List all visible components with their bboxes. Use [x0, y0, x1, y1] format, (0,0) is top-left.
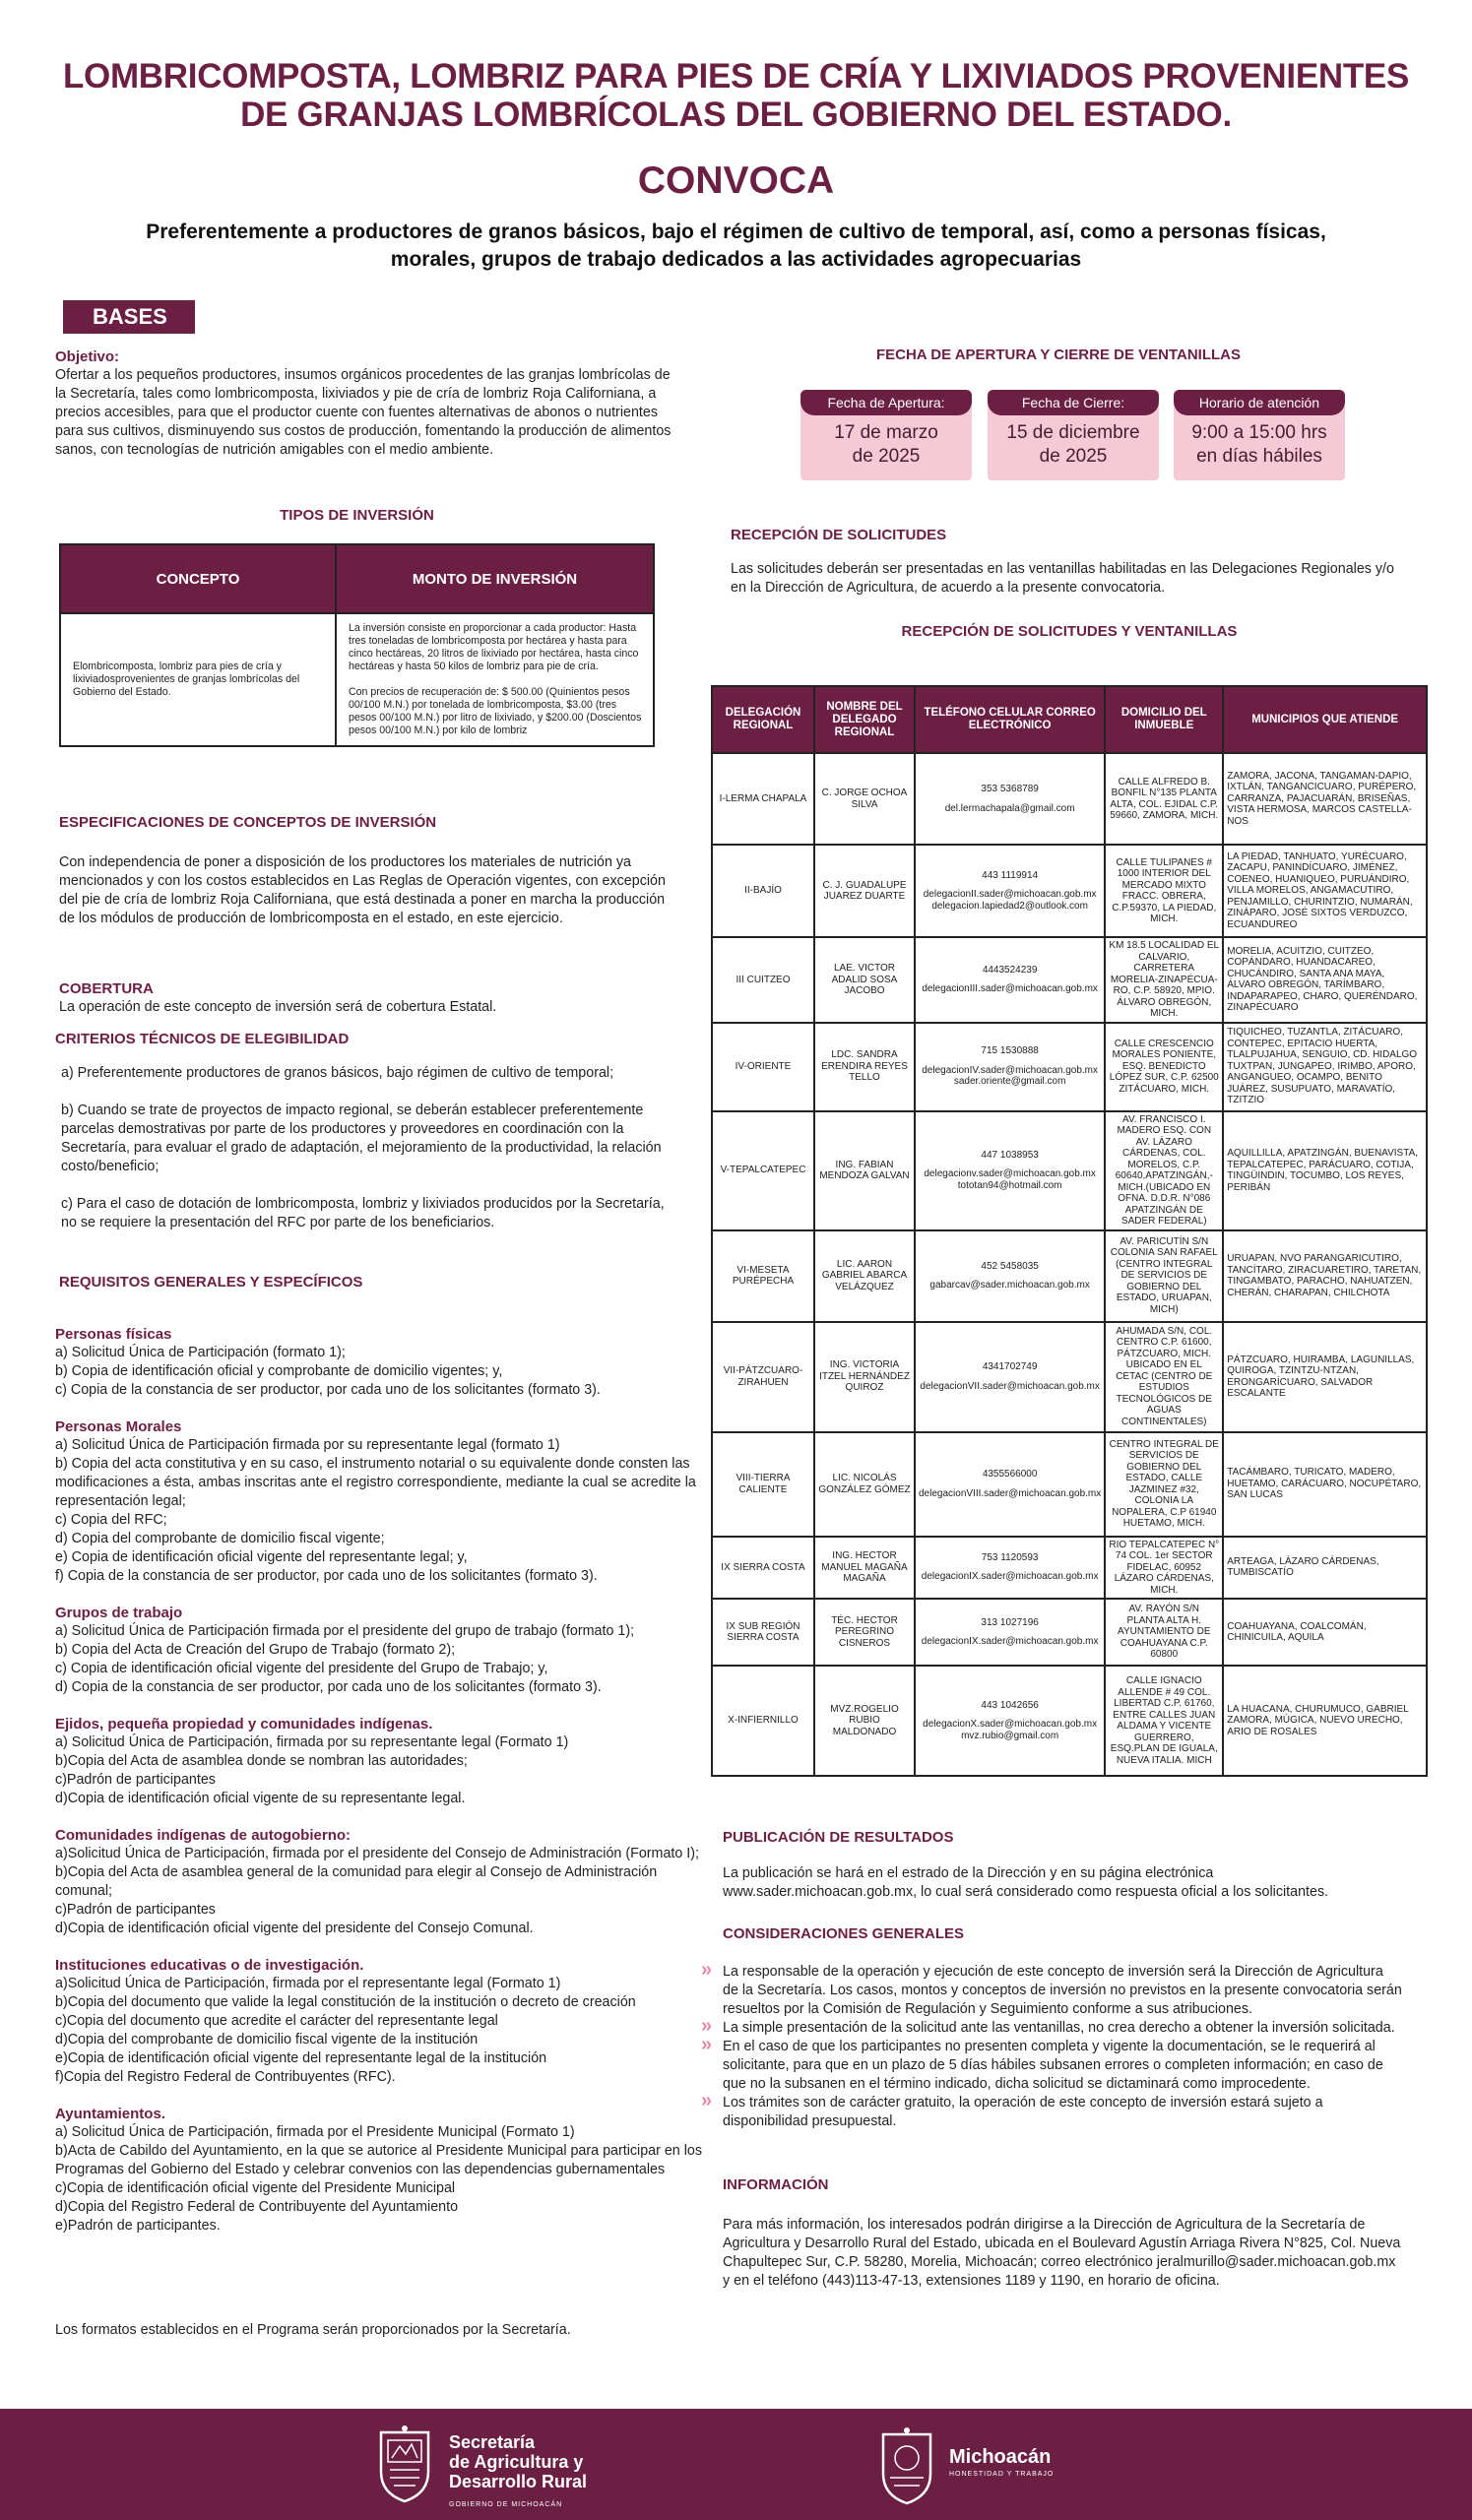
michoacan-sub: HONESTIDAD Y TRABAJO — [949, 2471, 1055, 2478]
inversion-monto-p1: La inversión consiste en proporcionar a cada productor: Hasta tres toneladas de lombricomposta por hectárea y hasta para cinco hectáreas, 20 litros de lixiviado por hectárea, hasta cinco hectáreas y hasta 50 kilos de lombriz para pie de cría. — [349, 622, 639, 672]
delegacion-municipios: MORELIA, ACUITZIO, CUITZEO, COPÁNDARO, HUANDACAREO, CHUCÁNDIRO, SANTA ANA MAYA, ÁLVARO OBREGÓN, TARÍMBARO, INDAPARAPEO, CHARO, QUERÉNDARO, ZINAPÉCUARO — [1223, 937, 1427, 1023]
requisitos-group — [55, 1956, 705, 2087]
requisito-item: c) Copia de la constancia de ser productor, por cada uno de los solicitantes (formato 3). — [55, 1382, 601, 1398]
requisito-item: a) Solicitud Única de Participación, firmada por el Presidente Municipal (Formato 1) — [55, 2124, 575, 2140]
requisito-item: e)Padrón de participantes. — [55, 2218, 221, 2234]
requisito-item: d)Copia de identificación oficial vigente de su representante legal. — [55, 1791, 466, 1806]
consideracion-item: » Los trámites son de carácter gratuito, la operación de este concepto de inversión estará sujeto a disponibilidad presupuestal. — [723, 2094, 1402, 2131]
delegacion-row — [712, 1230, 1427, 1322]
recepcion-text: Las solicitudes deberán ser presentadas en las ventanillas habilitadas en las Delegaciones Regionales y/o en la Dirección de Agricultura, de acuerdo a la presente convocatoria. — [731, 561, 1394, 596]
requisito-item: b) Copia del acta constitutiva y en su caso, el instrumento notarial o su equivalente donde consten las modificaciones a ésta, ambas inscritas ante el registro correspondiente, mediante la cual se acredite la representación legal; — [55, 1456, 696, 1509]
requisito-item: d)Copia del Registro Federal de Contribuyente del Ayuntamiento — [55, 2199, 459, 2215]
requisito-item: c)Padrón de participantes — [55, 1902, 216, 1918]
delegacion-region: IX SIERRA COSTA — [712, 1537, 814, 1600]
delegacion-email: del.lermachapala@gmail.com — [944, 802, 1075, 814]
requisito-item: b)Acta de Cabildo del Ayuntamiento, en la que se autorice al Presidente Municipal para participar en los Programas del Gobierno del Estado y celebrar convenios con las dependencias gubernamentales — [55, 2143, 702, 2177]
delegacion-delegado: LDC. SANDRA ERENDIRA REYES TELLO — [814, 1023, 915, 1111]
michoacan-name: Michoacán — [949, 2446, 1052, 2468]
delegacion-email: delegacionII.sader@michoacan.gob.mx delegacion.lapiedad2@outlook.com — [923, 889, 1097, 912]
requisito-item: b)Copia del Acta de asamblea general de la comunidad para elegir al Consejo de Administración comunal; — [55, 1864, 658, 1899]
requisito-item: b) Copia de identificación oficial y comprobante de domicilio vigentes; y, — [55, 1363, 503, 1379]
requisito-item: d)Copia de identificación oficial vigente del presidente del Consejo Comunal. — [55, 1921, 534, 1936]
requisito-item: f) Copia de la constancia de ser productor, por cada uno de los solicitantes (formato 3). — [55, 1568, 598, 1584]
horario-box — [1174, 390, 1345, 480]
horario-label: Horario de atención — [1174, 390, 1345, 415]
delegacion-domicilio: CENTRO INTEGRAL DE SERVICIOS DE GOBIERNO DEL ESTADO, CALLE JAZMINEZ #32, COLONIA LA NOPALERA, C.P 61940 HUETAMO, MICH. — [1105, 1432, 1223, 1537]
informacion-section — [723, 2175, 1402, 2291]
requisitos-group-title: Personas Morales — [55, 1418, 182, 1435]
delegacion-row — [712, 1666, 1427, 1776]
delegacion-contacto — [915, 1537, 1105, 1600]
fecha-cierre-line2: de 2025 — [1039, 446, 1108, 467]
requisito-item: b)Copia del documento que valide la legal constitución de la institución o decreto de creación — [55, 1994, 636, 2010]
delegacion-telefono: 443 1119914 — [982, 869, 1039, 881]
delegacion-delegado: ING. HECTOR MANUEL MAGAÑA MAGAÑA — [814, 1537, 915, 1600]
consideracion-item: » La simple presentación de la solicitud ante las ventanillas, no crea derecho a obtener la inversión solicitada. — [723, 2019, 1402, 2038]
delegacion-delegado: MVZ.ROGELIO RUBIO MALDONADO — [814, 1666, 915, 1776]
delegacion-municipios: URUAPAN, NVO PARANGARICUTIRO, TANCÍTARO, ZIRACUARETIRO, TARETAN, TINGAMBATO, PARACHO, NAHUATZEN, CHERÁN, CHARAPAN, CHILCHOTA — [1223, 1230, 1427, 1322]
delegacion-delegado: LAE. VICTOR ADALID SOSA JACOBO — [814, 937, 915, 1023]
horario-line2: en días hábiles — [1196, 446, 1322, 467]
inversion-concepto: Elombricomposta, lombriz para pies de cría y lixiviadosprovenientes de granjas lombrícolas del Gobierno del Estado. — [60, 613, 336, 746]
delegacion-telefono: 447 1038953 — [981, 1149, 1039, 1161]
delegacion-contacto — [915, 1322, 1105, 1432]
subtitle-line-2: morales, grupos de trabajo dedicados a las actividades agropecuarias — [390, 248, 1082, 271]
consideraciones-title: CONSIDERACIONES GENERALES — [723, 1925, 965, 1942]
delegacion-domicilio: CALLE IGNACIO ALLENDE # 49 COL. LIBERTAD C.P. 61760, ENTRE CALLES JUAN ALDAMA Y VICENTE GUERRERO, ESQ.PLAN DE IGUALA, NUEVA ITALIA. MICH — [1105, 1666, 1223, 1776]
fecha-apertura-line2: de 2025 — [852, 446, 921, 467]
delegacion-email: delegacionIV.sader@michoacan.gob.mx sader.oriente@gmail.com — [922, 1064, 1099, 1088]
recepcion-title: RECEPCIÓN DE SOLICITUDES — [731, 527, 947, 543]
delegacion-delegado: C. JORGE OCHOA SILVA — [814, 753, 915, 845]
delegacion-municipios: PÁTZCUARO, HUIRAMBA, LAGUNILLAS, QUIROGA, TZINTZU-NTZAN, ERONGARÍCUARO, SALVADOR ESCALANTE — [1223, 1322, 1427, 1432]
requisito-item: c) Copia del RFC; — [55, 1512, 167, 1528]
del-header-telefono: TELÉFONO CELULAR CORREO ELECTRÓNICO — [915, 686, 1105, 753]
requisitos-group-title: Ejidos, pequeña propiedad y comunidades indígenas. — [55, 1716, 433, 1732]
title-line-1: LOMBRICOMPOSTA, LOMBRIZ PARA PIES DE CRÍA Y LIXIVIADOS PROVENIENTES — [62, 57, 1410, 95]
delegacion-email: delegacionVIII.sader@michoacan.gob.mx — [919, 1487, 1102, 1499]
requisito-item: a) Solicitud Única de Participación, firmada por su representante legal (Formato 1) — [55, 1734, 569, 1750]
fecha-apertura-line1: 17 de marzo — [834, 422, 938, 443]
delegacion-row — [712, 1432, 1427, 1537]
secretaria-line1: Secretaría — [449, 2432, 536, 2452]
delegacion-telefono: 313 1027196 — [981, 1616, 1039, 1628]
consideracion-item: » En el caso de que los participantes no presenten completa y vigente la documentación, se le requerirá al solicitante, para que en un plazo de 5 días hábiles subsanen errores o completen información; en caso de que no la subsanen en el término indicado, dicha solicitud se dictaminará como improcedente. — [723, 2038, 1402, 2094]
requisitos-group — [55, 1826, 705, 1938]
delegacion-contacto — [915, 937, 1105, 1023]
requisito-item: d) Copia de la constancia de ser productor, por cada uno de los solicitantes (formato 3). — [55, 1679, 602, 1695]
delegacion-delegado: C. J. GUADALUPE JUAREZ DUARTE — [814, 845, 915, 937]
delegacion-telefono: 4355566000 — [982, 1469, 1038, 1480]
requisitos-title-wrap — [59, 1273, 709, 1292]
delegacion-municipios: LA HUACANA, CHURUMUCO, GABRIEL ZAMORA, MÚGICA, NUEVO URECHO, ARIO DE ROSALES — [1223, 1666, 1427, 1776]
requisitos-group — [55, 2105, 705, 2236]
requisito-item: c)Copia del documento que acredite el carácter del representante legal — [55, 2013, 498, 2029]
requisito-item: a) Solicitud Única de Participación firmada por el presidente del grupo de trabajo (formato 1); — [55, 1623, 635, 1639]
especificaciones-title: ESPECIFICACIONES DE CONCEPTOS DE INVERSIÓN — [59, 814, 437, 831]
cobertura-text: La operación de este concepto de inversión será de cobertura Estatal. — [59, 999, 497, 1015]
delegacion-contacto — [915, 1432, 1105, 1537]
delegacion-telefono: 452 5458035 — [981, 1260, 1039, 1272]
delegacion-email: delegacionv.sader@michoacan.gob.mx tototan94@hotmail.com — [924, 1168, 1096, 1191]
delegacion-delegado: ING. VICTORIA ITZEL HERNÁNDEZ QUIROZ — [814, 1322, 915, 1432]
delegacion-municipios: TIQUICHEO, TUZANTLA, ZITÁCUARO, CONTEPEC, EPITACIO HUERTA, TLALPUJAHUA, SENGUIO, CD. HIDALGO TUXTPAN, JUNGAPEO, IRIMBO, APORO, ANGANGUEO, OCAMPO, BENITO JUÁREZ, SUSUPUATO, MARAVATÍO, TZITZIO — [1223, 1023, 1427, 1111]
criterios-title: CRITERIOS TÉCNICOS DE ELEGIBILIDAD — [55, 1031, 350, 1047]
requisito-item: c)Padrón de participantes — [55, 1772, 216, 1788]
requisitos-group-title: Ayuntamientos. — [55, 2106, 165, 2122]
objetivo-title: Objetivo: — [55, 348, 120, 365]
delegacion-row — [712, 1023, 1427, 1111]
delegacion-email: delegacionIX.sader@michoacan.gob.mx — [921, 1636, 1099, 1647]
del-header-delegado: NOMBRE DEL DELEGADO REGIONAL — [814, 686, 915, 753]
requisito-item: a)Solicitud Única de Participación, firmada por el presidente del Consejo de Administración (Formato I); — [55, 1846, 699, 1861]
requisito-item: b) Copia del Acta de Creación del Grupo de Trabajo (formato 2); — [55, 1642, 456, 1658]
delegacion-domicilio: AV. FRANCISCO I. MADERO ESQ. CON AV. LÁZARO CÁRDENAS, COL. MORELOS, C.P. 60640,APATZINGÁN,-MICH.(UBICADO EN OFNA. D.D.R. N°086 APATZINGÁN DE SADER FEDERAL) — [1105, 1111, 1223, 1230]
inversion-monto-p2: Con precios de recuperación de: $ 500.00 (Quinientos pesos 00/100 M.N.) por tonelada de lombricomposta, $3.00 (tres pesos 00/100 M.N.) por litro de lixiviado, y $200.00 (Doscientos pesos 00/100 M.N.) por kilo de lombriz — [349, 686, 642, 736]
delegacion-delegado: LIC. AARON GABRIEL ABARCA VELÁZQUEZ — [814, 1230, 915, 1322]
delegacion-region: X-INFIERNILLO — [712, 1666, 814, 1776]
delegacion-municipios: COAHUAYANA, COALCOMÁN, CHINICUILA, AQUILA — [1223, 1599, 1427, 1666]
requisito-item: d) Copia del comprobante de domicilio fiscal vigente; — [55, 1531, 385, 1546]
fecha-apertura-box — [800, 390, 972, 480]
delegacion-contacto — [915, 1666, 1105, 1776]
delegacion-domicilio: CALLE TULIPANES # 1000 INTERIOR DEL MERCADO MIXTO FRACC. OBRERA, C.P.59370, LA PIEDAD, MICH. — [1105, 845, 1223, 937]
del-header-region: DELEGACIÓN REGIONAL — [712, 686, 814, 753]
delegacion-delegado: LIC. NICOLÁS GONZÁLEZ GÓMEZ — [814, 1432, 915, 1537]
delegacion-telefono: 443 1042656 — [981, 1699, 1039, 1711]
delegacion-contacto — [915, 1111, 1105, 1230]
requisitos-footer-note: Los formatos establecidos en el Programa serán proporcionados por la Secretaría. — [55, 2322, 571, 2338]
delegacion-region: III CUITZEO — [712, 937, 814, 1023]
delegaciones-table — [711, 685, 1428, 1777]
michoacan-logo-text — [949, 2446, 1054, 2478]
document-title — [39, 57, 1433, 134]
requisitos-group — [55, 1715, 705, 1808]
publicacion-text: La publicación se hará en el estrado de la Dirección y en su página electrónica www.sader.michoacan.gob.mx, lo cual será considerado como respuesta oficial a los solicitantes. — [723, 1865, 1329, 1900]
delegacion-row — [712, 1537, 1427, 1600]
requisitos-list — [55, 1325, 705, 2236]
delegacion-telefono: 4443524239 — [982, 964, 1038, 976]
delegacion-domicilio: RIO TEPALCATEPEC N° 74 COL. 1er SECTOR FIDELAC, 60952 LÁZARO CÁRDENAS, MICH. — [1105, 1537, 1223, 1600]
secretaria-line3: Desarrollo Rural — [449, 2472, 588, 2491]
michoacan-shield-icon — [878, 2426, 935, 2505]
delegacion-region: VII-PÁTZCUARO-ZIRAHUEN — [712, 1322, 814, 1432]
consideraciones-section — [723, 1924, 1402, 2131]
secretaria-sub: GOBIERNO DE MICHOACÁN — [449, 2501, 563, 2508]
delegacion-contacto — [915, 753, 1105, 845]
title-line-2: DE GRANJAS LOMBRÍCOLAS DEL GOBIERNO DEL ESTADO. — [240, 95, 1232, 134]
delegacion-contacto — [915, 1023, 1105, 1111]
ventanillas-title: RECEPCIÓN DE SOLICITUDES Y VENTANILLAS — [901, 623, 1238, 640]
delegacion-row — [712, 753, 1427, 845]
delegacion-municipios: TACÁMBARO, TURICATO, MADERO, HUETAMO, CARÁCUARO, NOCUPÉTARO, SAN LUCAS — [1223, 1432, 1427, 1537]
delegacion-municipios: ZAMORA, JACONA, TANGAMAN-DAPIO, IXTLÁN, TANGANCICUARO, PURÉPERO, CARRANZA, PAJACUARÁN, BRISEÑAS, VISTA HERMOSA, MARCOS CASTELLA-NOS — [1223, 753, 1427, 845]
delegacion-contacto — [915, 1230, 1105, 1322]
delegacion-region: IX SUB REGIÓN SIERRA COSTA — [712, 1599, 814, 1666]
especificaciones-section — [59, 813, 709, 928]
del-header-domicilio: DOMICILIO DEL INMUEBLE — [1105, 686, 1223, 753]
bases-tag: BASES — [63, 300, 195, 334]
delegacion-telefono: 4341702749 — [982, 1361, 1038, 1372]
publicacion-title: PUBLICACIÓN DE RESULTADOS — [723, 1829, 954, 1846]
delegacion-telefono: 753 1120593 — [981, 1551, 1039, 1563]
fechas-title: FECHA DE APERTURA Y CIERRE DE VENTANILLAS — [875, 346, 1242, 363]
delegacion-domicilio: KM 18.5 LOCALIDAD EL CALVARIO, CARRETERA MORELIA-ZINAPÉCUA-RO, C.P. 58920, MPIO. ÁLVARO OBREGÓN, MICH. — [1105, 937, 1223, 1023]
delegacion-row — [712, 1322, 1427, 1432]
delegacion-region: II-BAJÍO — [712, 845, 814, 937]
requisitos-group-title: Comunidades indígenas de autogobierno: — [55, 1827, 352, 1844]
consideraciones-list — [723, 1963, 1402, 2131]
criterio-b: b) Cuando se trate de proyectos de impacto regional, se deberán establecer preferentemente parcelas demostrativas por parte de los productores y proveedores en coordinación con la Secretaría, para evaluar el grado de adaptación, el mejoramiento de la productividad, la relación costo/beneficio; — [61, 1102, 662, 1174]
requisito-item: d)Copia del comprobante de domicilio fiscal vigente de la institución — [55, 2032, 479, 2048]
convoca-heading: CONVOCA — [637, 159, 835, 202]
fecha-apertura-label: Fecha de Apertura: — [800, 390, 972, 415]
requisitos-group — [55, 1325, 705, 1400]
del-header-municipios: MUNICIPIOS QUE ATIENDE — [1223, 686, 1427, 753]
requisitos-title: REQUISITOS GENERALES Y ESPECÍFICOS — [59, 1274, 363, 1291]
informacion-text: Para más información, los interesados podrán dirigirse a la Dirección de Agricultura de la Secretaría de Agricultura y Desarrollo Rural del Estado, ubicada en el Boulevard Agustín Arriaga Rivera N°825, Col. Nueva Chapultepec Sur, C.P. 58280, Morelia, Michoacán; correo electrónico jeralmurillo@sader.michoacan.gob.mx y en el teléfono (443)113-47-13, extensiones 1189 y 1190, en horario de oficina. — [723, 2217, 1401, 2289]
fecha-cierre-label: Fecha de Cierre: — [988, 390, 1159, 415]
objetivo-text: Ofertar a los pequeños productores, insumos orgánicos procedentes de las granjas lombrícolas de la Secretaría, tales como lombricomposta, lixiviados y pie de cría de lombriz Roja Californiana, a precios accesibles, para que el productor cuente con fuentes alternativas de abonos o nutrientes para sus cultivos, disminuyendo sus costos de producción, fomentando la producción de alimentos sanos, con tecnologías de nutrición amigables con el medio ambiente. — [55, 367, 672, 458]
consideracion-item: » La responsable de la operación y ejecución de este concepto de inversión será la Dirección de Agricultura de la Secretaría. Los casos, montos y conceptos de inversión no previstos en la presente convocatoria serán resueltos por la Comisión de Regulación y Seguimiento conforme a sus atribuciones. — [723, 1963, 1402, 2019]
subtitle-line-1: Preferentemente a productores de granos básicos, bajo el régimen de cultivo de temporal, así, como a personas físicas, — [146, 220, 1326, 243]
delegacion-email: delegacionVII.sader@michoacan.gob.mx — [920, 1380, 1100, 1392]
delegacion-domicilio: CALLE ALFREDO B. BONFIL N°135 PLANTA ALTA, COL. EJIDAL C.P. 59660, ZAMORA, MICH. — [1105, 753, 1223, 845]
requisito-item: a)Solicitud Única de Participación, firmada por el representante legal (Formato 1) — [55, 1976, 561, 1991]
fecha-cierre-box — [988, 390, 1159, 480]
delegacion-email: delegacionIII.sader@michoacan.gob.mx — [922, 983, 1098, 995]
delegacion-municipios: LA PIEDAD, TANHUATO, YURÉCUARO, ZACAPU, PANINDÍCUARO, JIMÉNEZ, COENEO, HUANIQUEO, PURUÁNDIRO, VILLA MORELOS, ANGAMACUTIRO, PENJAMILLO, CHURINTZIO, NUMARÁN, ZINÁPARO, JOSÉ SIXTOS VERDUZCO, ECUANDUREO — [1223, 845, 1427, 937]
fecha-cierre-line1: 15 de diciembre — [1006, 422, 1140, 443]
horario-line1: 9:00 a 15:00 hrs — [1191, 422, 1327, 443]
cobertura-section — [59, 979, 709, 1017]
delegacion-email: delegacionIX.sader@michoacan.gob.mx — [921, 1571, 1099, 1583]
delegacion-region: VI-MESETA PURÉPECHA — [712, 1230, 814, 1322]
delegacion-row — [712, 845, 1427, 937]
inversion-title: TIPOS DE INVERSIÓN — [280, 507, 434, 524]
requisito-item: c)Copia de identificación oficial vigente del Presidente Municipal — [55, 2180, 456, 2196]
delegacion-domicilio: CALLE CRESCENCIO MORALES PONIENTE, ESQ. BENEDICTO LÓPEZ SUR, C.P. 62500 ZITÁCUARO, MICH. — [1105, 1023, 1223, 1111]
requisito-item: c) Copia de identificación oficial vigente del presidente del Grupo de Trabajo; y, — [55, 1661, 548, 1676]
requisito-item: f)Copia del Registro Federal de Contribuyentes (RFC). — [55, 2069, 396, 2085]
secretaria-line2: de Agricultura y — [449, 2452, 584, 2472]
publicacion-section — [723, 1828, 1402, 1902]
delegacion-row — [712, 937, 1427, 1023]
delegacion-row — [712, 1111, 1427, 1230]
inversion-table — [59, 543, 655, 747]
cobertura-title: COBERTURA — [59, 980, 154, 997]
delegacion-region: IV-ORIENTE — [712, 1023, 814, 1111]
delegacion-region: I-LERMA CHAPALA — [712, 753, 814, 845]
delegacion-region: VIII-TIERRA CALIENTE — [712, 1432, 814, 1537]
delegacion-delegado: ING. FABIAN MENDOZA GALVAN — [814, 1111, 915, 1230]
requisito-item: b)Copia del Acta de asamblea donde se nombran las autoridades; — [55, 1753, 468, 1769]
recepcion-section — [731, 526, 1400, 598]
delegacion-municipios: ARTEAGA, LÁZARO CÁRDENAS, TUMBISCATÍO — [1223, 1537, 1427, 1600]
informacion-title: INFORMACIÓN — [723, 2176, 829, 2193]
delegacion-email: delegacionX.sader@michoacan.gob.mx mvz.rubio@gmail.com — [923, 1719, 1098, 1741]
delegacion-email: gabarcav@sader.michoacan.gob.mx — [929, 1280, 1090, 1291]
secretaria-shield-icon — [376, 2425, 433, 2503]
requisitos-group-title: Grupos de trabajo — [55, 1605, 183, 1621]
inversion-monto — [336, 613, 654, 746]
requisitos-group — [55, 1604, 705, 1697]
requisitos-group-title: Personas físicas — [55, 1326, 172, 1343]
delegacion-domicilio: AHUMADA S/N, COL. CENTRO C.P. 61600, PÁTZCUARO, MICH. UBICADO EN EL CETAC (CENTRO DE ESTUDIOS TECNOLÓGICOS DE AGUAS CONTINENTALES) — [1105, 1322, 1223, 1432]
delegacion-municipios: AQUILLILLA, APATZINGÁN, BUENAVISTA, TEPALCATEPEC, PARÁCUARO, COTIJA, TINGÜINDIN, TOCUMBO, LOS REYES, PERIBÁN — [1223, 1111, 1427, 1230]
delegacion-contacto — [915, 1599, 1105, 1666]
requisito-item: a) Solicitud Única de Participación firmada por su representante legal (formato 1) — [55, 1437, 560, 1453]
subtitle — [108, 219, 1364, 274]
delegacion-row — [712, 1599, 1427, 1666]
requisito-item: a) Solicitud Única de Participación (formato 1); — [55, 1345, 346, 1360]
requisito-item: e) Copia de identificación oficial vigente del representante legal; y, — [55, 1549, 468, 1565]
footer-bar — [0, 2409, 1472, 2520]
secretaria-logo-text — [449, 2432, 587, 2515]
delegacion-delegado: TÉC. HECTOR PEREGRINO CISNEROS — [814, 1599, 915, 1666]
requisitos-group — [55, 1418, 705, 1586]
requisitos-group-title: Instituciones educativas o de investigación. — [55, 1957, 364, 1974]
criterio-c: c) Para el caso de dotación de lombricomposta, lombriz y lixiviados producidos por la Secretaría, no se requiere la presentación del RFC por parte de los beneficiarios. — [61, 1196, 665, 1230]
delegacion-contacto — [915, 845, 1105, 937]
delegacion-telefono: 353 5368789 — [981, 784, 1039, 794]
delegacion-domicilio: AV. RAYÓN S/N PLANTA ALTA H. AYUNTAMIENTO DE COAHUAYANA C.P. 60800 — [1105, 1599, 1223, 1666]
criterio-a: a) Preferentemente productores de granos básicos, bajo régimen de cultivo de temporal; — [61, 1065, 614, 1081]
especificaciones-text: Con independencia de poner a disposición de los productores los materiales de nutrición ya mencionados y con los costos establecidos en Las Reglas de Operación vigentes, con excepción del pie de cría de lombriz Roja Californiana, que está destinada a poner en marcha la producción de los módulos de producción de lombricomposta en el estado, en este ejercicio. — [59, 854, 666, 926]
inversion-col-monto: MONTO DE INVERSIÓN — [336, 544, 654, 613]
criterios-section — [55, 1030, 666, 1232]
objetivo-section — [55, 347, 705, 460]
delegacion-domicilio: AV. PARICUTÍN S/N COLONIA SAN RAFAEL (CENTRO INTEGRAL DE SERVICIOS DE GOBIERNO DEL ESTADO, URUAPAN, MICH) — [1105, 1230, 1223, 1322]
delegacion-telefono: 715 1530888 — [981, 1045, 1039, 1057]
inversion-col-concepto: CONCEPTO — [60, 544, 336, 613]
requisito-item: e)Copia de identificación oficial vigente del representante legal de la institución — [55, 2050, 547, 2066]
delegacion-region: V-TEPALCATEPEC — [712, 1111, 814, 1230]
